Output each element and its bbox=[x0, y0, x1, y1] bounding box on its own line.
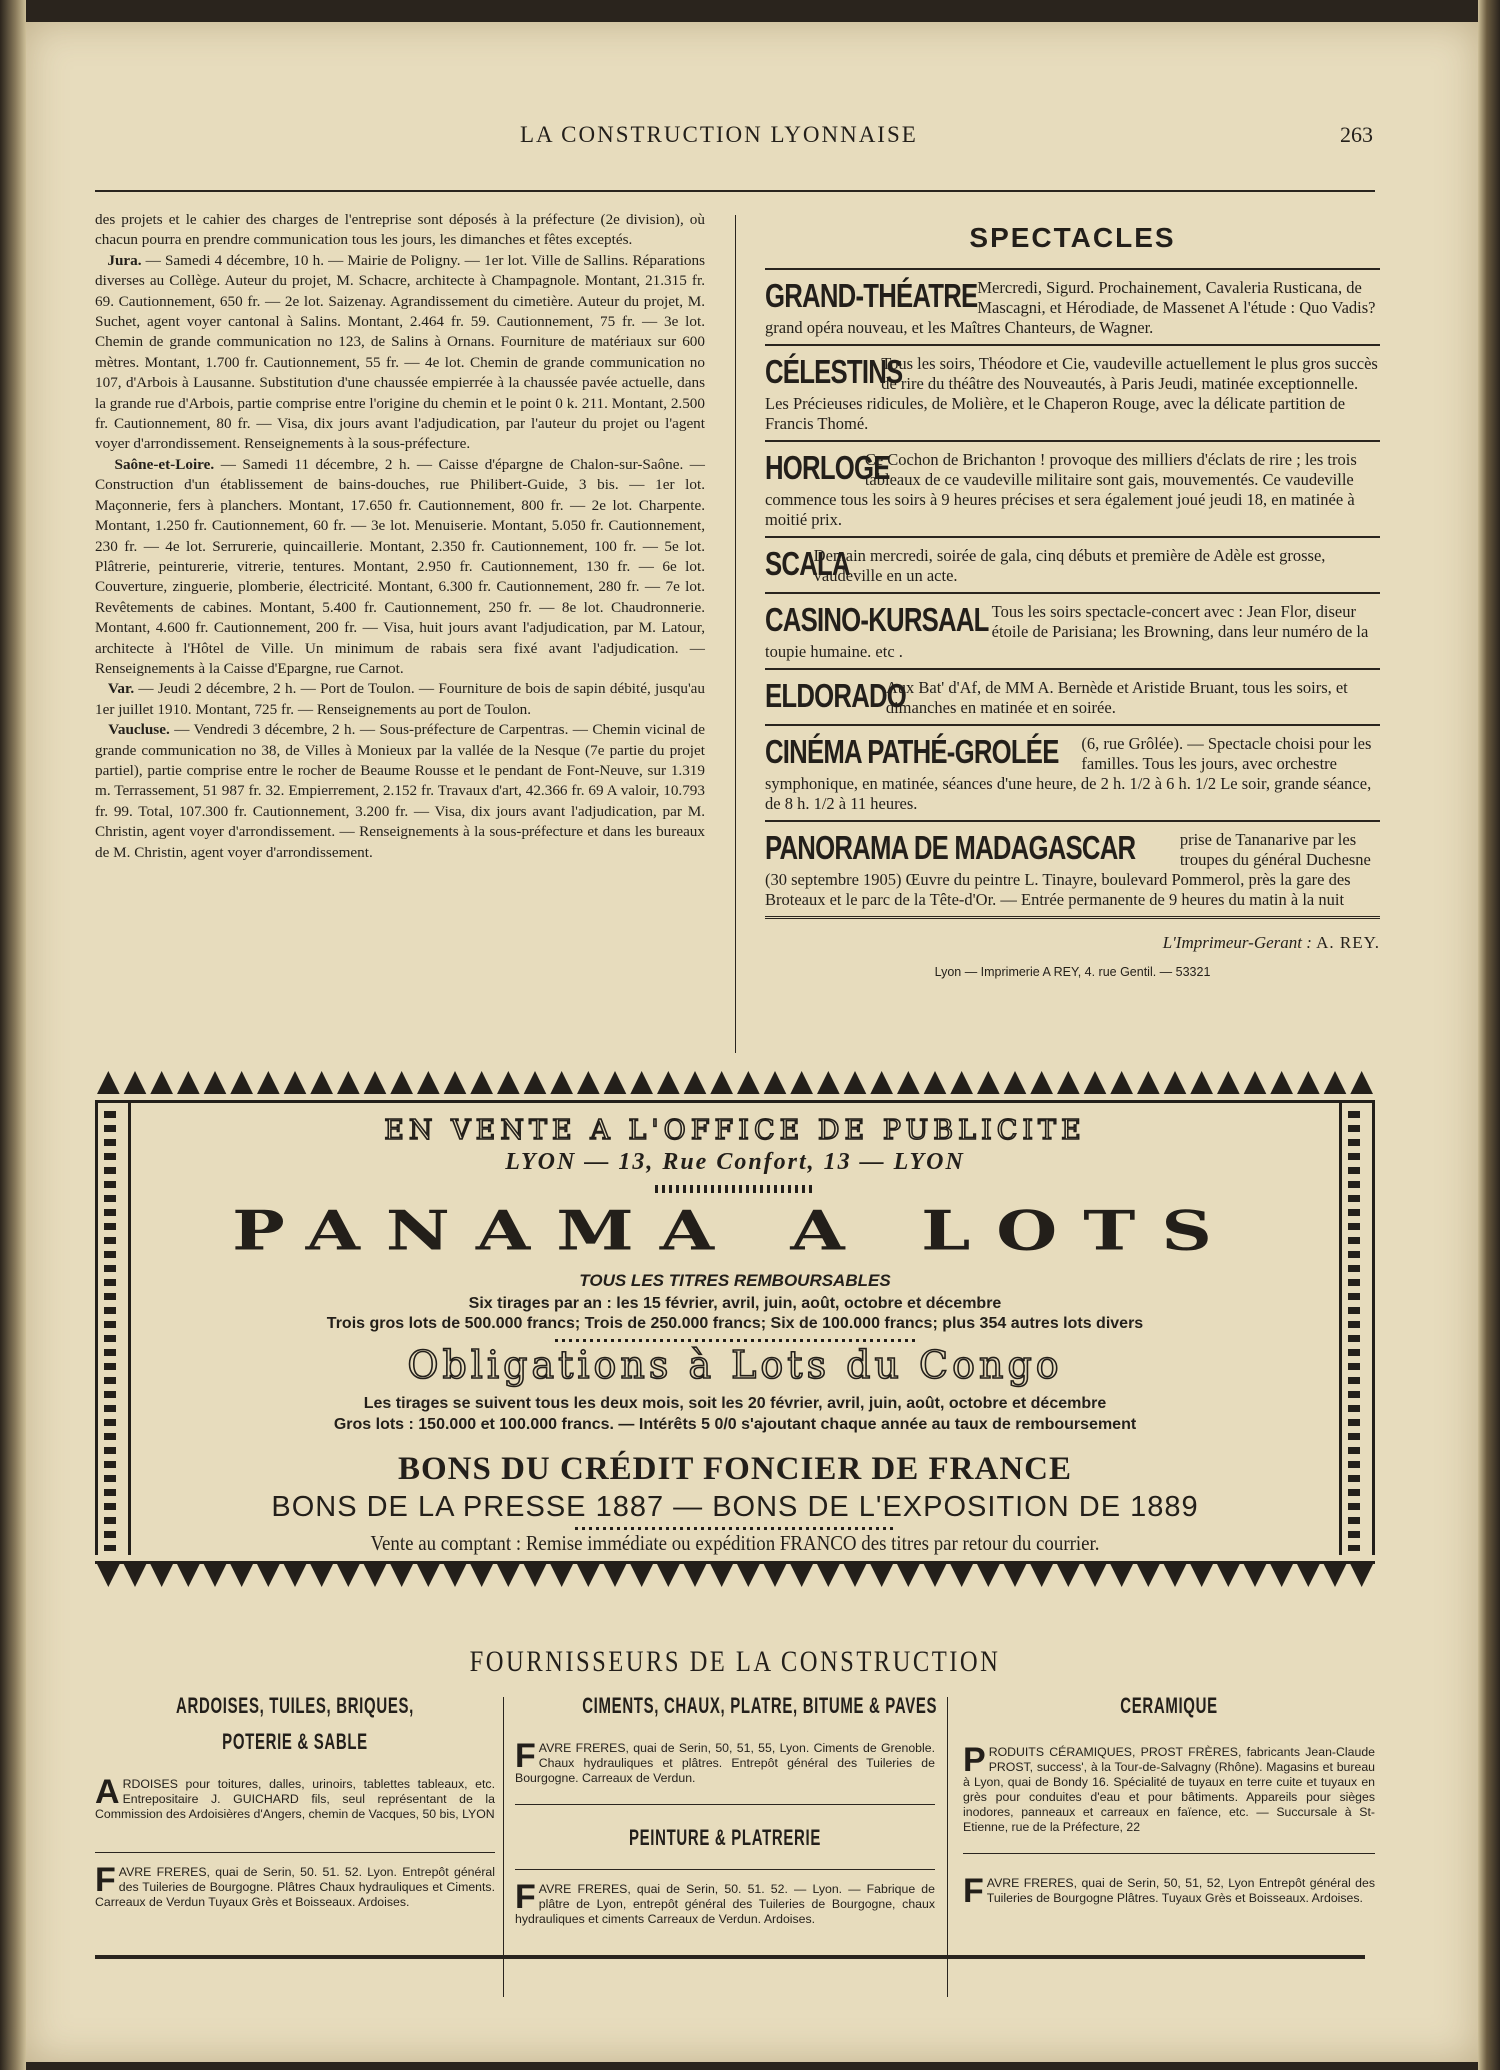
category-heading: CERAMIQUE bbox=[1120, 1693, 1218, 1718]
imprimeur-gerant bbox=[765, 933, 1380, 953]
triangle-ornament bbox=[577, 1071, 600, 1094]
advert-headline: PANAMA A LOTS bbox=[232, 1198, 1238, 1263]
advert-frame bbox=[95, 1100, 1375, 1564]
advert-credit-foncier: BONS DU CRÉDIT FONCIER DE FRANCE bbox=[397, 1451, 1073, 1487]
drop-cap: P bbox=[963, 1741, 986, 1779]
supplier-col-ceramique bbox=[963, 1693, 1375, 1910]
venue-name: CÉLESTINS bbox=[765, 353, 903, 390]
triangle-ornament bbox=[1244, 1564, 1267, 1587]
triangle-ornament bbox=[710, 1071, 733, 1094]
supplier-col-ciments bbox=[515, 1693, 938, 1927]
triangle-ornament bbox=[924, 1564, 947, 1587]
supplier-entry: FAVRE FRERES, quai de Serin, 50. 51. 52. — Lyon. — Fabrique de plâtre de Lyon, entrepôt général des Tuileries de Bourgogne, chaux hydrauliques et ciments Carreaux de Verdun. Ardoises. bbox=[515, 1878, 935, 1926]
supplier-entry: FAVRE FRERES, quai de Serin, 50, 51, 52, Lyon Entrepôt général des Tuileries de Bourgogne Plâtres. Tuyaux Grès et Boisseaux. Ardoises. bbox=[963, 1872, 1375, 1910]
venue-name: CINÉMA PATHÉ-GROLÉE bbox=[765, 733, 1059, 770]
page-number: 263 bbox=[1340, 122, 1373, 147]
supplier-entry: FAVRE FRERES, quai de Serin, 50, 51, 55, Lyon. Ciments de Grenoble. Chaux hydrauliques et plâtres. Entrepôt général des Tuileries de Bourgogne. Carreaux de Verdun. bbox=[515, 1737, 935, 1785]
show-panorama-madagascar bbox=[765, 820, 1380, 919]
venue-text: (6, rue Grôlée). — Spectacle choisi pour les familles. Tous les jours, avec orchestre symphonique, en matinée, séances d'une heure, de 2 h. 1/2 à 6 h. 1/2 Le soir, grande séance, de 8 h. 1/2 à 11 heures. bbox=[765, 734, 1372, 813]
top-teeth-border bbox=[95, 1068, 1375, 1096]
imprimeur-label: L'Imprimeur-Gerant : bbox=[1162, 933, 1312, 952]
triangle-ornament bbox=[604, 1564, 627, 1587]
triangle-ornament bbox=[630, 1564, 653, 1587]
triangle-ornament bbox=[1110, 1564, 1133, 1587]
drop-cap: A bbox=[95, 1773, 120, 1811]
venue-name: ELDORADO bbox=[765, 677, 907, 714]
triangle-ornament bbox=[150, 1564, 173, 1587]
header-rule bbox=[95, 190, 1375, 192]
triangle-ornament bbox=[657, 1564, 680, 1587]
triangle-ornament bbox=[230, 1564, 253, 1587]
drop-cap: F bbox=[515, 1878, 536, 1916]
imprimeur-name: A. REY. bbox=[1316, 933, 1380, 952]
triangle-ornament bbox=[790, 1071, 813, 1094]
triangle-ornament bbox=[577, 1564, 600, 1587]
venue-name: HORLOGE bbox=[765, 449, 890, 486]
triangle-ornament bbox=[897, 1564, 920, 1587]
triangle-ornament bbox=[710, 1564, 733, 1587]
advert-gros-lots: Trois gros lots de 500.000 francs; Trois de 250.000 francs; Six de 100.000 francs; plus 354 autres lots divers bbox=[326, 1315, 1144, 1332]
ornament-rule bbox=[555, 1339, 915, 1342]
triangle-ornament bbox=[97, 1564, 120, 1587]
column-divider bbox=[735, 215, 736, 1053]
triangle-ornament bbox=[97, 1071, 120, 1094]
triangle-ornament bbox=[337, 1564, 360, 1587]
triangle-ornament bbox=[950, 1564, 973, 1587]
triangle-ornament bbox=[177, 1071, 200, 1094]
triangle-ornament bbox=[737, 1071, 760, 1094]
triangle-ornament bbox=[124, 1564, 147, 1587]
triangle-ornament bbox=[977, 1564, 1000, 1587]
spectacles-column bbox=[765, 210, 1380, 979]
triangle-ornament bbox=[364, 1564, 387, 1587]
triangle-ornament bbox=[524, 1564, 547, 1587]
venue-name: SCALA bbox=[765, 545, 850, 582]
drop-cap: F bbox=[515, 1737, 536, 1775]
triangle-ornament bbox=[817, 1071, 840, 1094]
bottom-teeth-border bbox=[95, 1562, 1375, 1590]
triangle-ornament bbox=[1270, 1564, 1293, 1587]
triangle-ornament bbox=[257, 1564, 280, 1587]
triangle-ornament bbox=[284, 1071, 307, 1094]
triangle-ornament bbox=[550, 1564, 573, 1587]
venue-text: Tous les soirs, Théodore et Cie, vaudeville actuellement le plus gros succès de rire du théâtre des Nouveautés, à Paris Jeudi, matinée exceptionnelle. Les Précieuses ridicules, de Molière, et le Chaperon Rouge, avec la délicate partition de Francis Thomé. bbox=[765, 354, 1378, 433]
venue-text: Mercredi, Sigurd. Prochainement, Cavaleria Rusticana, de Mascagni, et Hérodiade, de Massenet A l'étude : Quo Vadis? grand opéra nouveau, et les Maîtres Chanteurs, de Wagner. bbox=[765, 278, 1376, 337]
advert-subheadline: TOUS LES TITRES REMBOURSABLES bbox=[579, 1271, 891, 1290]
triangle-ornament bbox=[1217, 1071, 1240, 1094]
column-divider bbox=[947, 1697, 948, 1997]
triangle-ornament bbox=[230, 1071, 253, 1094]
triangle-ornament bbox=[470, 1564, 493, 1587]
triangle-ornament bbox=[950, 1071, 973, 1094]
spectacles-title: SPECTACLES bbox=[969, 222, 1176, 253]
paragraph-var: Var. — Jeudi 2 décembre, 2 h. — Port de Toulon. — Fourniture de bois de sapin débité, jusqu'au 1er juillet 1910. Montant, 725 fr. — Renseignements au port de Toulon. bbox=[95, 680, 706, 718]
triangle-ornament bbox=[870, 1071, 893, 1094]
triangle-ornament bbox=[1190, 1071, 1213, 1094]
printer-line: Lyon — Imprimerie A REY, 4. rue Gentil. — 53321 bbox=[934, 965, 1211, 979]
triangle-ornament bbox=[1084, 1071, 1107, 1094]
triangle-ornament bbox=[1164, 1564, 1187, 1587]
supplier-entry: ARDOISES pour toitures, dalles, urinoirs, tablettes tableaux, etc. Entrepositaire J. GUICHARD fils, seul représentant de la Commission des Ardoisières d'Angers, chemin de Vacques, 50 bis, LYON bbox=[95, 1773, 495, 1821]
triangle-ornament bbox=[204, 1564, 227, 1587]
venue-text: Tous les soirs spectacle-concert avec : Jean Flor, diseur étoile de Parisiana; les Browning, dans leur numéro de la toupie humaine. etc . bbox=[765, 602, 1369, 661]
triangle-ornament bbox=[444, 1564, 467, 1587]
triangle-ornament bbox=[844, 1071, 867, 1094]
column-divider bbox=[503, 1697, 504, 1997]
triangle-ornament bbox=[524, 1071, 547, 1094]
show-grand-theatre bbox=[765, 268, 1380, 344]
advert-congo-tirages: Les tirages se suivent tous les deux mois, soit les 20 février, avril, juin, août, octobre et décembre bbox=[363, 1395, 1107, 1412]
triangle-ornament bbox=[417, 1071, 440, 1094]
triangle-ornament bbox=[337, 1071, 360, 1094]
show-cinema-pathe-grolee bbox=[765, 724, 1380, 820]
bottom-rule bbox=[95, 1955, 1365, 1959]
adjudications-column bbox=[95, 210, 705, 863]
paragraph-jura: Jura. — Samedi 4 décembre, 10 h. — Mairie de Poligny. — 1er lot. Ville de Sallins. Réparations diverses au Collège. Auteur du projet, M. Schacre, architecte à Champagnole. Montant, 21.315 fr. 69. Cautionnement, 650 fr. — 2e lot. Saizenay. Agrandissement du cimetière. Auteur du projet, M. Suchet, agent voyer cantonal à Salins. Montant, 2.464 fr. 59. Cautionnement, 75 fr. — 3e lot. Chemin de grande communication no 123, de Salins à Ornans. Fourniture de matériaux sur 600 mètres. Montant, 1.700 fr. Cautionnement, 55 fr. — 4e lot. Chemin de grande communication no 107, d'Arbois à Lausanne. Substitution d'une chaussée empierrée à la chaussée pavée actuelle, dans la grande rue d'Arbois, partie comprise entre l'origine du chemin et le point 0 k. 211. Montant, 2.500 fr. Cautionnement, 80 fr. — Visa, dix jours avant l'adjudication, par l'auteur du projet ou l'agent voyer d'arrondissement. Renseignements à la sous-préfecture. bbox=[95, 251, 706, 453]
journal-title: LA CONSTRUCTION LYONNAISE bbox=[520, 122, 918, 147]
supplier-entry: PRODUITS CÉRAMIQUES, PROST FRÈRES, fabricants Jean-Claude PROST, success', à la Tour-de-Salvagny (Rhône). Magasins et bureau à Lyon, quai de Bondy 16. Spécialité de tuyaux en terre cuite et tuyaux en grès pour conduites d'eau et pour bâtiments. Appareils pour sièges inodores, panneaux et carreaux en faïence, etc. — Succursale à St-Etienne, rue de la Préfecture, 22 bbox=[963, 1741, 1375, 1834]
venue-name: PANORAMA DE MADAGASCAR bbox=[765, 829, 1136, 866]
advert-vente: Vente au comptant : Remise immédiate ou expédition FRANCO des titres par retour du courrier. bbox=[370, 1531, 1100, 1555]
triangle-ornament bbox=[497, 1071, 520, 1094]
drop-cap: F bbox=[963, 1872, 984, 1910]
triangle-ornament bbox=[764, 1071, 787, 1094]
triangle-ornament bbox=[1244, 1071, 1267, 1094]
triangle-ornament bbox=[470, 1071, 493, 1094]
triangle-ornament bbox=[390, 1564, 413, 1587]
ornament-rule bbox=[575, 1527, 895, 1530]
show-casino-kursaal bbox=[765, 592, 1380, 668]
triangle-ornament bbox=[657, 1071, 680, 1094]
venue-name: CASINO-KURSAAL bbox=[765, 601, 989, 638]
triangle-ornament bbox=[1190, 1564, 1213, 1587]
advert-tirages: Six tirages par an : les 15 février, avril, juin, août, octobre et décembre bbox=[468, 1295, 1002, 1312]
triangle-ornament bbox=[1164, 1071, 1187, 1094]
drop-cap: F bbox=[95, 1861, 116, 1899]
venue-text: prise de Tananarive par les troupes du général Duchesne (30 septembre 1905) Œuvre du peintre L. Tinayre, boulevard Pommerol, près la gare des Broteaux et le parc de la Tête-d'Or. — Entrée permanente de 9 heures du matin à la nuit bbox=[765, 830, 1371, 909]
advert-address: LYON — 13, Rue Confort, 13 — LYON bbox=[505, 1149, 965, 1175]
triangle-ornament bbox=[1137, 1564, 1160, 1587]
triangle-ornament bbox=[1084, 1564, 1107, 1587]
triangle-ornament bbox=[257, 1071, 280, 1094]
venue-text: Ce Cochon de Brichanton ! provoque des milliers d'éclats de rire ; les trois tableaux de ce vaudeville militaire sont gais, mouvementés. Ce vaudeville commence tous les soirs à 9 heures précises et sera également joué jeudi 18, en matinée à moitié prix. bbox=[765, 450, 1357, 529]
running-header bbox=[0, 122, 1500, 162]
supplier-col-ardoises bbox=[95, 1693, 495, 1910]
triangle-ornament bbox=[630, 1071, 653, 1094]
triangle-ornament bbox=[1297, 1564, 1320, 1587]
category-heading: ARDOISES, TUILES, BRIQUES, bbox=[176, 1693, 414, 1718]
show-celestins bbox=[765, 344, 1380, 440]
paragraph-saone-et-loire: Saône-et-Loire. — Samedi 11 décembre, 2 h. — Caisse d'épargne de Chalon-sur-Saône. — Construction d'un établissement de bains-douches, rue Philibert-Guide, 3 bis. — 1er lot. Maçonnerie, fers à planchers. Montant, 17.650 fr. Cautionnement, 800 fr. — 2e lot. Charpente. Montant, 1.250 fr. Cautionnement, 60 fr. — 3e lot. Menuiserie. Montant, 5.050 fr. Cautionnement, 230 fr. — 4e lot. Serrurerie, quincaillerie. Montant, 2.350 fr. Cautionnement, 100 fr. — 5e lot. Plâtrerie, peinturerie, vitrerie, tentures. Montant, 2.950 fr. Cautionnement, 130 fr. — 6e lot. Couverture, zinguerie, plomberie, électricité. Montant, 6.300 fr. Cautionnement, 280 fr. — 7e lot. Revêtements de cabines. Montant, 5.400 fr. Cautionnement, 250 fr. — 8e lot. Chaudronnerie. Montant, 4.600 fr. Cautionnement, 200 fr. — Visa, huit jours avant l'adjudication, par M. Latour, architecte à l'Hôtel de Ville. Un minimum de rabais sera fixé avant l'adjudication. — Renseignements à la Caisse d'Epargne, rue Carnot. bbox=[95, 455, 705, 677]
triangle-ornament bbox=[1270, 1071, 1293, 1094]
venue-name: GRAND-THÉATRE bbox=[765, 277, 978, 314]
venue-text: Aux Bat' d'Af, de MM A. Bernède et Aristide Bruant, tous les soirs, et dimanches en matinée et en soirée. bbox=[885, 678, 1348, 717]
show-horloge bbox=[765, 440, 1380, 536]
triangle-ornament bbox=[1297, 1071, 1320, 1094]
advert-congo: Obligations à Lots du Congo bbox=[407, 1343, 1063, 1387]
triangle-ornament bbox=[897, 1071, 920, 1094]
paragraph: des projets et le cahier des charges de l'entreprise sont déposés à la préfecture (2e division), où chacun pourra en prendre communication tous les jours, les dimanches et fêtes exceptés. bbox=[95, 211, 705, 249]
page-edge bbox=[1478, 0, 1500, 2070]
triangle-ornament bbox=[124, 1071, 147, 1094]
triangle-ornament bbox=[497, 1564, 520, 1587]
advert-bons-presse: BONS DE LA PRESSE 1887 — BONS DE L'EXPOSITION DE 1889 bbox=[271, 1491, 1199, 1523]
triangle-ornament bbox=[870, 1564, 893, 1587]
category-heading: CIMENTS, CHAUX, PLATRE, BITUME & PAVES bbox=[582, 1693, 938, 1718]
left-ornament-border bbox=[95, 1103, 131, 1555]
paragraph-vaucluse: Vaucluse. — Vendredi 3 décembre, 2 h. — Sous-préfecture de Carpentras. — Chemin vicinal de grande communication no 38, de Villes à Monieux par la vallée de la Nesque (7e partie du projet partiel), partie comprise entre le rocher de Beaume Rousse et le pendant de Font-Neuve, sur 1.319 m. Terrassement, 51 987 fr. 32. Empierrement, 2.152 fr. Travaux d'art, 42.366 fr. 69 A valoir, 10.793 fr. 99. Total, 107.300 fr. Cautionnement, 3.200 fr. — Visa, dix jours avant l'adjudication, par M. Christin, agent voyer d'arrondissement. — Renseignements à la sous-préfecture et dans les bureaux de M. Christin, agent voyer d'arrondissement. bbox=[95, 721, 706, 861]
category-heading: PEINTURE & PLATRERIE bbox=[628, 1825, 822, 1850]
suppliers-title: FOURNISSEURS DE LA CONSTRUCTION bbox=[469, 1645, 1001, 1678]
book-spine bbox=[0, 0, 26, 2070]
triangle-ornament bbox=[444, 1071, 467, 1094]
triangle-ornament bbox=[604, 1071, 627, 1094]
triangle-ornament bbox=[924, 1071, 947, 1094]
triangle-ornament bbox=[1030, 1564, 1053, 1587]
category-heading: POTERIE & SABLE bbox=[222, 1729, 368, 1754]
triangle-ornament bbox=[977, 1071, 1000, 1094]
advertisement-panama bbox=[95, 1068, 1375, 1590]
triangle-ornament bbox=[1324, 1564, 1347, 1587]
triangle-ornament bbox=[1110, 1071, 1133, 1094]
triangle-ornament bbox=[817, 1564, 840, 1587]
triangle-ornament bbox=[764, 1564, 787, 1587]
triangle-ornament bbox=[737, 1564, 760, 1587]
right-ornament-border bbox=[1339, 1103, 1375, 1555]
triangle-ornament bbox=[310, 1071, 333, 1094]
advert-congo-lots: Gros lots : 150.000 et 100.000 francs. — Intérêts 5 0/0 s'ajoutant chaque année au taux de remboursement bbox=[333, 1416, 1137, 1433]
triangle-ornament bbox=[1217, 1564, 1240, 1587]
triangle-ornament bbox=[684, 1071, 707, 1094]
triangle-ornament bbox=[1324, 1071, 1347, 1094]
ornament-rule bbox=[655, 1185, 815, 1193]
triangle-ornament bbox=[150, 1071, 173, 1094]
triangle-ornament bbox=[204, 1071, 227, 1094]
triangle-ornament bbox=[1004, 1564, 1027, 1587]
triangle-ornament bbox=[844, 1564, 867, 1587]
triangle-ornament bbox=[550, 1071, 573, 1094]
advert-office-line: EN VENTE A L'OFFICE DE PUBLICITE bbox=[384, 1115, 1086, 1146]
supplier-entry: FAVRE FRERES, quai de Serin, 50. 51. 52. Lyon. Entrepôt général des Tuileries de Bourgogne. Plâtres Chaux hydrauliques et Ciments. Carreaux de Verdun Tuyaux Grès et Boisseaux. Ardoises. bbox=[95, 1861, 495, 1909]
triangle-ornament bbox=[1137, 1071, 1160, 1094]
triangle-ornament bbox=[390, 1071, 413, 1094]
triangle-ornament bbox=[1057, 1564, 1080, 1587]
show-eldorado bbox=[765, 668, 1380, 724]
triangle-ornament bbox=[790, 1564, 813, 1587]
triangle-ornament bbox=[1350, 1071, 1373, 1094]
triangle-ornament bbox=[1030, 1071, 1053, 1094]
venue-text: Demain mercredi, soirée de gala, cinq débuts et première de Adèle est grosse, vaudeville en un acte. bbox=[813, 546, 1326, 585]
triangle-ornament bbox=[417, 1564, 440, 1587]
triangle-ornament bbox=[1004, 1071, 1027, 1094]
triangle-ornament bbox=[684, 1564, 707, 1587]
triangle-ornament bbox=[1057, 1071, 1080, 1094]
triangle-ornament bbox=[284, 1564, 307, 1587]
triangle-ornament bbox=[310, 1564, 333, 1587]
triangle-ornament bbox=[177, 1564, 200, 1587]
triangle-ornament bbox=[1350, 1564, 1373, 1587]
show-scala bbox=[765, 536, 1380, 592]
triangle-ornament bbox=[364, 1071, 387, 1094]
